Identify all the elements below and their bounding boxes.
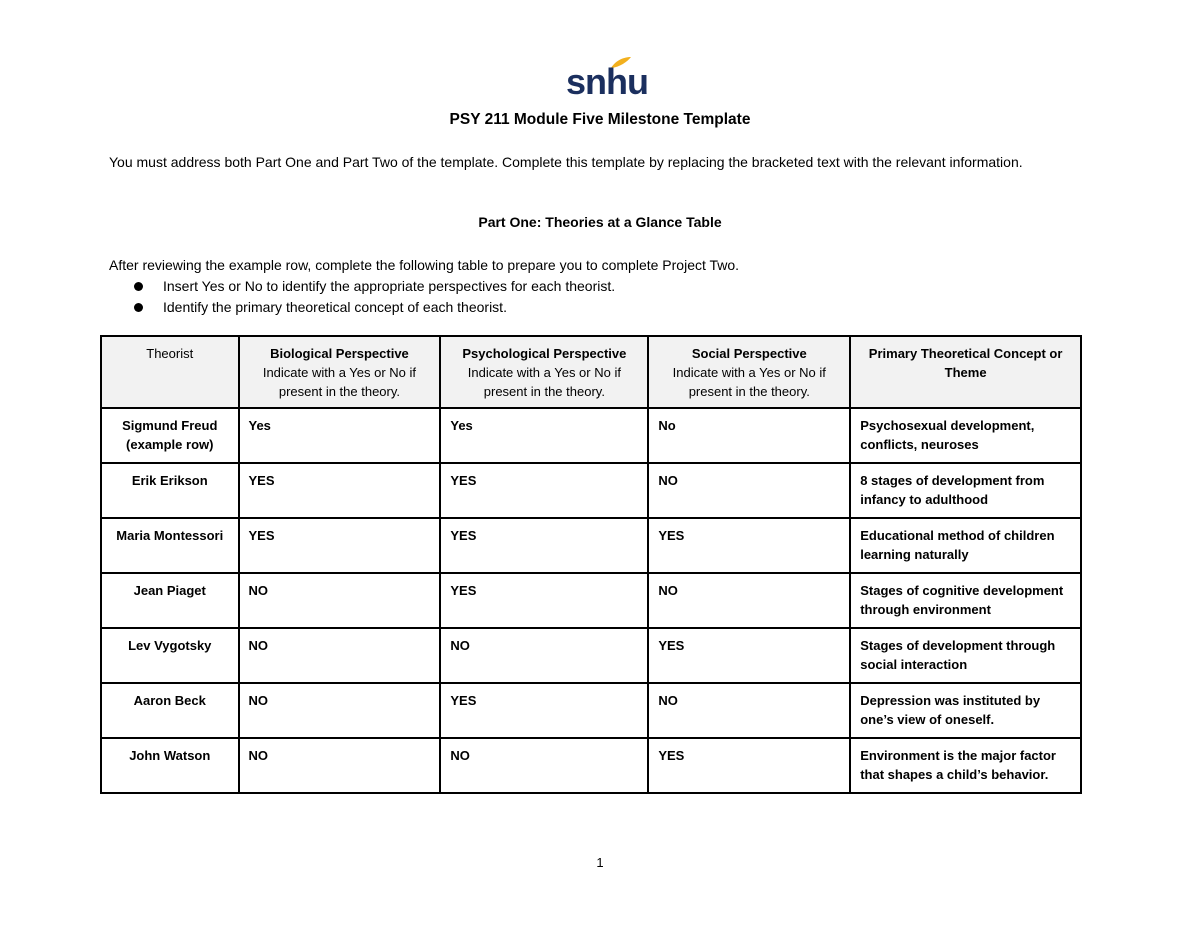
table-header-row — [101, 336, 1081, 408]
theorist-cell: Lev Vygotsky — [101, 628, 239, 683]
psychological-cell: YES — [440, 683, 648, 738]
biological-cell: YES — [239, 518, 441, 573]
psychological-cell: NO — [440, 628, 648, 683]
concept-cell: Stages of development through social interaction — [850, 628, 1081, 683]
concept-cell: Environment is the major factor that shapes a child’s behavior. — [850, 738, 1081, 793]
biological-cell: YES — [239, 463, 441, 518]
part-one-heading: Part One: Theories at a Glance Table — [478, 214, 722, 230]
social-cell: YES — [648, 738, 850, 793]
theories-table — [100, 335, 1082, 794]
table-row — [101, 573, 1081, 628]
psychological-cell: YES — [440, 573, 648, 628]
table-row — [101, 518, 1081, 573]
concept-cell: Depression was instituted by one’s view of oneself. — [850, 683, 1081, 738]
header-concept: Primary Theoretical Concept or Theme — [850, 336, 1081, 408]
list-item-text: Insert Yes or No to identify the appropriate perspectives for each theorist. — [163, 278, 616, 294]
page-title: PSY 211 Module Five Milestone Template — [449, 111, 751, 128]
instructions-paragraph: After reviewing the example row, complete the following table to prepare you to complete Project Two. — [109, 257, 740, 273]
page-number: 1 — [596, 855, 604, 870]
biological-cell: NO — [239, 683, 441, 738]
instruction-list — [134, 276, 615, 318]
concept-cell: Stages of cognitive development through environment — [850, 573, 1081, 628]
theorist-cell: John Watson — [101, 738, 239, 793]
concept-cell: Psychosexual development, conflicts, neuroses — [850, 408, 1081, 463]
list-item — [134, 297, 615, 318]
social-cell: NO — [648, 573, 850, 628]
logo-wordmark: snhu — [566, 61, 648, 102]
social-cell: NO — [648, 683, 850, 738]
header-theorist: Theorist — [101, 336, 239, 408]
theorist-cell: Maria Montessori — [101, 518, 239, 573]
bullet-icon — [134, 282, 143, 291]
psychological-cell: NO — [440, 738, 648, 793]
header-social: Social Perspective Indicate with a Yes or No if present in the theory. — [648, 336, 850, 408]
social-cell: NO — [648, 463, 850, 518]
bullet-icon — [134, 303, 143, 312]
header-biological: Biological Perspective Indicate with a Yes or No if present in the theory. — [239, 336, 441, 408]
psychological-cell: YES — [440, 518, 648, 573]
table-row — [101, 628, 1081, 683]
psychological-cell: YES — [440, 463, 648, 518]
theorist-cell: Jean Piaget — [101, 573, 239, 628]
table-row — [101, 463, 1081, 518]
table-row — [101, 408, 1081, 463]
social-cell: YES — [648, 518, 850, 573]
theorist-cell: Sigmund Freud (example row) — [101, 408, 239, 463]
table-row — [101, 738, 1081, 793]
concept-cell: 8 stages of development from infancy to adulthood — [850, 463, 1081, 518]
table-row — [101, 683, 1081, 738]
list-item — [134, 276, 615, 297]
header-psychological: Psychological Perspective Indicate with a Yes or No if present in the theory. — [440, 336, 648, 408]
social-cell: YES — [648, 628, 850, 683]
biological-cell: NO — [239, 628, 441, 683]
biological-cell: Yes — [239, 408, 441, 463]
theorist-cell: Erik Erikson — [101, 463, 239, 518]
psychological-cell: Yes — [440, 408, 648, 463]
biological-cell: NO — [239, 573, 441, 628]
biological-cell: NO — [239, 738, 441, 793]
theorist-cell: Aaron Beck — [101, 683, 239, 738]
list-item-text: Identify the primary theoretical concept of each theorist. — [163, 299, 507, 315]
concept-cell: Educational method of children learning naturally — [850, 518, 1081, 573]
snhu-logo — [566, 56, 648, 102]
social-cell: No — [648, 408, 850, 463]
intro-paragraph: You must address both Part One and Part Two of the template. Complete this template by replacing the bracketed text with the relevant information. — [109, 154, 1023, 170]
